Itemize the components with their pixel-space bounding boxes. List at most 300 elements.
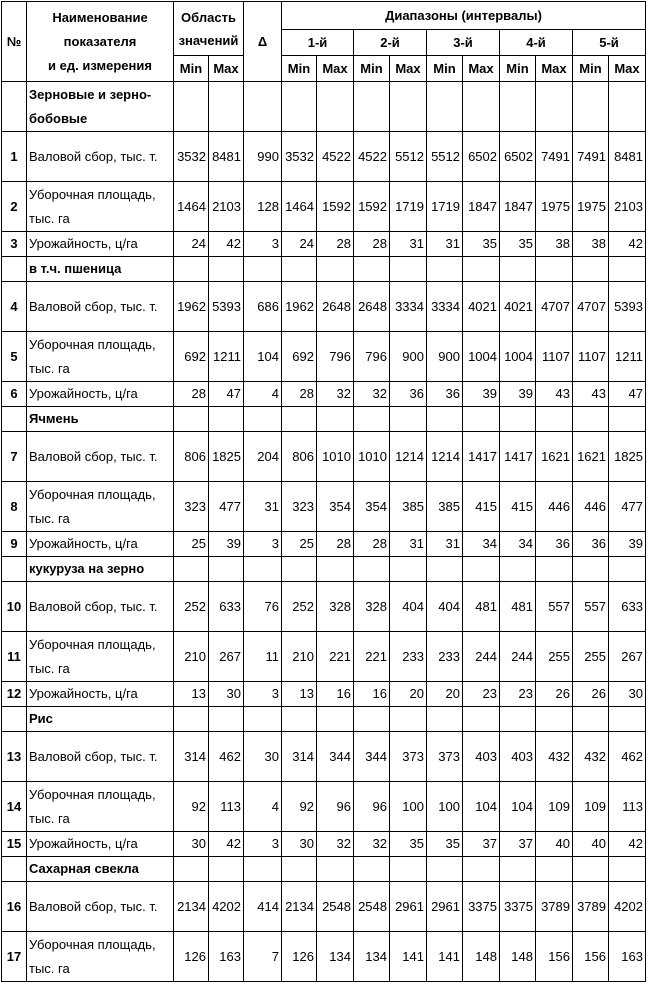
value-cell: 1417 [463, 432, 500, 482]
value-cell: 96 [317, 782, 354, 832]
value-cell: 8481 [609, 132, 646, 182]
section-title: в т.ч. пшеница [27, 257, 174, 282]
value-cell: 323 [174, 482, 209, 532]
value-cell: 96 [354, 782, 390, 832]
value-cell: 39 [609, 532, 646, 557]
value-cell: 128 [244, 182, 282, 232]
value-cell: 244 [500, 632, 536, 682]
table-row [2, 282, 646, 332]
row-number: 7 [2, 432, 27, 482]
value-cell: 35 [427, 832, 463, 857]
value-cell: 5512 [427, 132, 463, 182]
header-min: Min [573, 56, 609, 82]
value-cell: 1214 [427, 432, 463, 482]
row-number: 1 [2, 132, 27, 182]
value-cell: 113 [209, 782, 244, 832]
table-row [2, 532, 646, 557]
section-row [2, 707, 646, 732]
value-cell: 2103 [209, 182, 244, 232]
value-cell: 354 [354, 482, 390, 532]
indicator-name: Урожайность, ц/га [27, 232, 174, 257]
value-cell: 31 [427, 232, 463, 257]
value-cell: 4522 [317, 132, 354, 182]
value-cell: 36 [427, 382, 463, 407]
value-cell: 1847 [500, 182, 536, 232]
value-cell: 415 [463, 482, 500, 532]
indicator-name: Урожайность, ц/га [27, 832, 174, 857]
row-number: 16 [2, 882, 27, 932]
value-cell: 23 [500, 682, 536, 707]
value-cell: 1417 [500, 432, 536, 482]
table-row [2, 932, 646, 982]
value-cell: 141 [390, 932, 427, 982]
value-cell: 28 [354, 532, 390, 557]
value-cell: 31 [244, 482, 282, 532]
value-cell: 3 [244, 832, 282, 857]
row-number: 2 [2, 182, 27, 232]
section-title: Ячмень [27, 407, 174, 432]
value-cell: 1962 [174, 282, 209, 332]
value-cell: 43 [536, 382, 573, 407]
header-max: Max [390, 56, 427, 82]
value-cell: 40 [536, 832, 573, 857]
value-cell: 3789 [536, 882, 573, 932]
value-cell: 415 [500, 482, 536, 532]
value-cell: 2961 [427, 882, 463, 932]
value-cell: 30 [609, 682, 646, 707]
value-cell: 141 [427, 932, 463, 982]
indicator-name: Урожайность, ц/га [27, 532, 174, 557]
value-cell: 47 [609, 382, 646, 407]
value-cell: 3789 [573, 882, 609, 932]
header-name-line: показателя [63, 33, 137, 49]
section-row [2, 557, 646, 582]
value-cell: 477 [209, 482, 244, 532]
value-cell: 104 [500, 782, 536, 832]
header-name-line: Наименование [52, 9, 148, 25]
value-cell: 20 [390, 682, 427, 707]
value-cell: 31 [390, 532, 427, 557]
value-cell: 373 [390, 732, 427, 782]
value-cell: 28 [282, 382, 317, 407]
value-cell: 244 [463, 632, 500, 682]
header-interval-4: 4-й [500, 30, 573, 56]
value-cell: 233 [427, 632, 463, 682]
value-cell: 26 [573, 682, 609, 707]
value-cell: 3 [244, 682, 282, 707]
value-cell: 92 [174, 782, 209, 832]
value-cell: 900 [427, 332, 463, 382]
value-cell: 1592 [317, 182, 354, 232]
header-interval-3: 3-й [427, 30, 500, 56]
value-cell: 13 [282, 682, 317, 707]
section-title: Сахарная свекла [27, 857, 174, 882]
indicator-name: Валовой сбор, тыс. т. [27, 732, 174, 782]
value-cell: 1825 [609, 432, 646, 482]
indicator-name: Уборочная площадь, тыс. га [27, 182, 174, 232]
value-cell: 113 [609, 782, 646, 832]
value-cell: 1010 [354, 432, 390, 482]
header-delta: Δ [244, 2, 282, 82]
value-cell: 6502 [500, 132, 536, 182]
value-cell: 134 [317, 932, 354, 982]
value-cell: 2134 [174, 882, 209, 932]
value-cell: 432 [573, 732, 609, 782]
header-interval-5: 5-й [573, 30, 646, 56]
value-cell: 163 [209, 932, 244, 982]
value-cell: 1464 [282, 182, 317, 232]
value-cell: 1975 [536, 182, 573, 232]
value-cell: 7491 [536, 132, 573, 182]
value-cell: 3532 [282, 132, 317, 182]
value-cell: 11 [244, 632, 282, 682]
value-cell: 3375 [500, 882, 536, 932]
section-title: Рис [27, 707, 174, 732]
header-min: Min [282, 56, 317, 82]
value-cell: 403 [500, 732, 536, 782]
value-cell: 16 [354, 682, 390, 707]
value-cell: 104 [244, 332, 282, 382]
value-cell: 990 [244, 132, 282, 182]
value-cell: 8481 [209, 132, 244, 182]
value-cell: 255 [573, 632, 609, 682]
table-row [2, 232, 646, 257]
value-cell: 3532 [174, 132, 209, 182]
value-cell: 32 [354, 832, 390, 857]
value-cell: 373 [427, 732, 463, 782]
header-no: № [2, 2, 27, 82]
value-cell: 252 [282, 582, 317, 632]
value-cell: 1004 [500, 332, 536, 382]
value-cell: 414 [244, 882, 282, 932]
indicator-name: Валовой сбор, тыс. т. [27, 282, 174, 332]
value-cell: 35 [500, 232, 536, 257]
value-cell: 221 [317, 632, 354, 682]
header-interval-2: 2-й [354, 30, 427, 56]
value-cell: 557 [536, 582, 573, 632]
value-cell: 39 [500, 382, 536, 407]
value-cell: 156 [536, 932, 573, 982]
value-cell: 37 [500, 832, 536, 857]
value-cell: 1719 [427, 182, 463, 232]
value-cell: 126 [282, 932, 317, 982]
value-cell: 2961 [390, 882, 427, 932]
value-cell: 2648 [354, 282, 390, 332]
value-cell: 36 [536, 532, 573, 557]
indicator-name: Урожайность, ц/га [27, 382, 174, 407]
section-row [2, 82, 646, 132]
value-cell: 2548 [354, 882, 390, 932]
value-cell: 6502 [463, 132, 500, 182]
value-cell: 344 [317, 732, 354, 782]
value-cell: 25 [174, 532, 209, 557]
value-cell: 210 [282, 632, 317, 682]
value-cell: 221 [354, 632, 390, 682]
header-intervals: Диапазоны (интервалы) [282, 2, 646, 30]
value-cell: 1592 [354, 182, 390, 232]
value-cell: 686 [244, 282, 282, 332]
row-number: 3 [2, 232, 27, 257]
value-cell: 1621 [536, 432, 573, 482]
value-cell: 4021 [463, 282, 500, 332]
value-cell: 385 [427, 482, 463, 532]
value-cell: 633 [209, 582, 244, 632]
value-cell: 692 [282, 332, 317, 382]
value-cell: 100 [427, 782, 463, 832]
value-cell: 404 [390, 582, 427, 632]
value-cell: 385 [390, 482, 427, 532]
value-cell: 16 [317, 682, 354, 707]
table-row [2, 682, 646, 707]
section-title: Зерновые и зерно-бобовые [27, 82, 174, 132]
value-cell: 42 [609, 232, 646, 257]
header-max: Max [536, 56, 573, 82]
value-cell: 3 [244, 232, 282, 257]
indicator-name: Урожайность, ц/га [27, 682, 174, 707]
value-cell: 252 [174, 582, 209, 632]
value-cell: 477 [609, 482, 646, 532]
value-cell: 36 [390, 382, 427, 407]
value-cell: 900 [390, 332, 427, 382]
row-number: 17 [2, 932, 27, 982]
value-cell: 4707 [536, 282, 573, 332]
value-cell: 47 [209, 382, 244, 407]
value-cell: 796 [354, 332, 390, 382]
indicator-name: Уборочная площадь, тыс. га [27, 332, 174, 382]
section-row [2, 407, 646, 432]
value-cell: 32 [354, 382, 390, 407]
value-cell: 255 [536, 632, 573, 682]
table-row [2, 782, 646, 832]
value-cell: 40 [573, 832, 609, 857]
value-cell: 5393 [209, 282, 244, 332]
value-cell: 92 [282, 782, 317, 832]
value-cell: 692 [174, 332, 209, 382]
value-cell: 24 [174, 232, 209, 257]
indicator-name: Валовой сбор, тыс. т. [27, 132, 174, 182]
value-cell: 354 [317, 482, 354, 532]
value-cell: 481 [463, 582, 500, 632]
value-cell: 30 [174, 832, 209, 857]
value-cell: 2648 [317, 282, 354, 332]
value-cell: 1825 [209, 432, 244, 482]
value-cell: 31 [390, 232, 427, 257]
value-cell: 314 [174, 732, 209, 782]
table-row [2, 582, 646, 632]
value-cell: 314 [282, 732, 317, 782]
value-cell: 328 [354, 582, 390, 632]
value-cell: 37 [463, 832, 500, 857]
header-min: Min [174, 56, 209, 82]
value-cell: 446 [573, 482, 609, 532]
table-row [2, 882, 646, 932]
value-cell: 126 [174, 932, 209, 982]
value-cell: 148 [500, 932, 536, 982]
value-cell: 34 [500, 532, 536, 557]
value-cell: 109 [536, 782, 573, 832]
value-cell: 100 [390, 782, 427, 832]
header-max: Max [209, 56, 244, 82]
table-row [2, 382, 646, 407]
value-cell: 43 [573, 382, 609, 407]
value-cell: 404 [427, 582, 463, 632]
value-cell: 104 [463, 782, 500, 832]
table-row [2, 632, 646, 682]
row-number: 8 [2, 482, 27, 532]
value-cell: 109 [573, 782, 609, 832]
value-cell: 5393 [609, 282, 646, 332]
value-cell: 3375 [463, 882, 500, 932]
value-cell: 1004 [463, 332, 500, 382]
table-row [2, 832, 646, 857]
data-table [1, 1, 646, 982]
table-row [2, 432, 646, 482]
value-cell: 267 [609, 632, 646, 682]
section-row [2, 257, 646, 282]
value-cell: 4021 [500, 282, 536, 332]
value-cell: 432 [536, 732, 573, 782]
value-cell: 1464 [174, 182, 209, 232]
value-cell: 32 [317, 832, 354, 857]
value-cell: 328 [317, 582, 354, 632]
value-cell: 39 [209, 532, 244, 557]
value-cell: 204 [244, 432, 282, 482]
header-interval-1: 1-й [282, 30, 354, 56]
value-cell: 1621 [573, 432, 609, 482]
indicator-name: Валовой сбор, тыс. т. [27, 432, 174, 482]
table-row [2, 482, 646, 532]
value-cell: 267 [209, 632, 244, 682]
value-cell: 4707 [573, 282, 609, 332]
value-cell: 1211 [609, 332, 646, 382]
value-cell: 34 [463, 532, 500, 557]
value-cell: 25 [282, 532, 317, 557]
row-number: 15 [2, 832, 27, 857]
value-cell: 1107 [573, 332, 609, 382]
value-cell: 156 [573, 932, 609, 982]
row-number: 5 [2, 332, 27, 382]
value-cell: 2548 [317, 882, 354, 932]
value-cell: 2103 [609, 182, 646, 232]
value-cell: 446 [536, 482, 573, 532]
value-cell: 42 [209, 232, 244, 257]
indicator-name: Валовой сбор, тыс. т. [27, 882, 174, 932]
value-cell: 36 [573, 532, 609, 557]
row-number: 9 [2, 532, 27, 557]
header-max: Max [317, 56, 354, 82]
value-cell: 30 [282, 832, 317, 857]
value-cell: 28 [317, 232, 354, 257]
value-cell: 1975 [573, 182, 609, 232]
value-cell: 557 [573, 582, 609, 632]
table-header [2, 2, 646, 82]
value-cell: 5512 [390, 132, 427, 182]
value-cell: 4202 [209, 882, 244, 932]
value-cell: 32 [317, 382, 354, 407]
value-cell: 24 [282, 232, 317, 257]
row-number: 10 [2, 582, 27, 632]
value-cell: 462 [609, 732, 646, 782]
value-cell: 3 [244, 532, 282, 557]
value-cell: 462 [209, 732, 244, 782]
value-cell: 1010 [317, 432, 354, 482]
value-cell: 163 [609, 932, 646, 982]
value-cell: 35 [463, 232, 500, 257]
header-max: Max [463, 56, 500, 82]
value-cell: 13 [174, 682, 209, 707]
indicator-name: Валовой сбор, тыс. т. [27, 582, 174, 632]
header-name-line: и ед. измерения [48, 57, 152, 73]
value-cell: 30 [209, 682, 244, 707]
row-number: 6 [2, 382, 27, 407]
header-range: Область значений [174, 2, 244, 56]
header-max: Max [609, 56, 646, 82]
value-cell: 4 [244, 782, 282, 832]
indicator-name: Уборочная площадь, тыс. га [27, 632, 174, 682]
value-cell: 4 [244, 382, 282, 407]
value-cell: 323 [282, 482, 317, 532]
value-cell: 633 [609, 582, 646, 632]
value-cell: 35 [390, 832, 427, 857]
indicator-name: Уборочная площадь, тыс. га [27, 482, 174, 532]
value-cell: 806 [174, 432, 209, 482]
value-cell: 42 [209, 832, 244, 857]
row-number: 14 [2, 782, 27, 832]
value-cell: 38 [536, 232, 573, 257]
value-cell: 1962 [282, 282, 317, 332]
table-body [2, 82, 646, 982]
value-cell: 23 [463, 682, 500, 707]
value-cell: 2134 [282, 882, 317, 932]
value-cell: 31 [427, 532, 463, 557]
value-cell: 28 [354, 232, 390, 257]
section-row [2, 857, 646, 882]
value-cell: 76 [244, 582, 282, 632]
table-row [2, 332, 646, 382]
value-cell: 1214 [390, 432, 427, 482]
indicator-name: Уборочная площадь, тыс. га [27, 932, 174, 982]
row-number: 12 [2, 682, 27, 707]
value-cell: 806 [282, 432, 317, 482]
value-cell: 4522 [354, 132, 390, 182]
value-cell: 3334 [390, 282, 427, 332]
header-min: Min [500, 56, 536, 82]
section-title: кукуруза на зерно [27, 557, 174, 582]
table-row [2, 732, 646, 782]
row-number: 13 [2, 732, 27, 782]
value-cell: 344 [354, 732, 390, 782]
value-cell: 481 [500, 582, 536, 632]
value-cell: 1107 [536, 332, 573, 382]
table-row [2, 132, 646, 182]
value-cell: 1719 [390, 182, 427, 232]
value-cell: 4202 [609, 882, 646, 932]
value-cell: 1211 [209, 332, 244, 382]
value-cell: 796 [317, 332, 354, 382]
header-min: Min [354, 56, 390, 82]
value-cell: 42 [609, 832, 646, 857]
value-cell: 7491 [573, 132, 609, 182]
row-number: 11 [2, 632, 27, 682]
value-cell: 38 [573, 232, 609, 257]
value-cell: 39 [463, 382, 500, 407]
header-min: Min [427, 56, 463, 82]
table-row [2, 182, 646, 232]
indicator-name: Уборочная площадь, тыс. га [27, 782, 174, 832]
value-cell: 26 [536, 682, 573, 707]
value-cell: 233 [390, 632, 427, 682]
value-cell: 403 [463, 732, 500, 782]
